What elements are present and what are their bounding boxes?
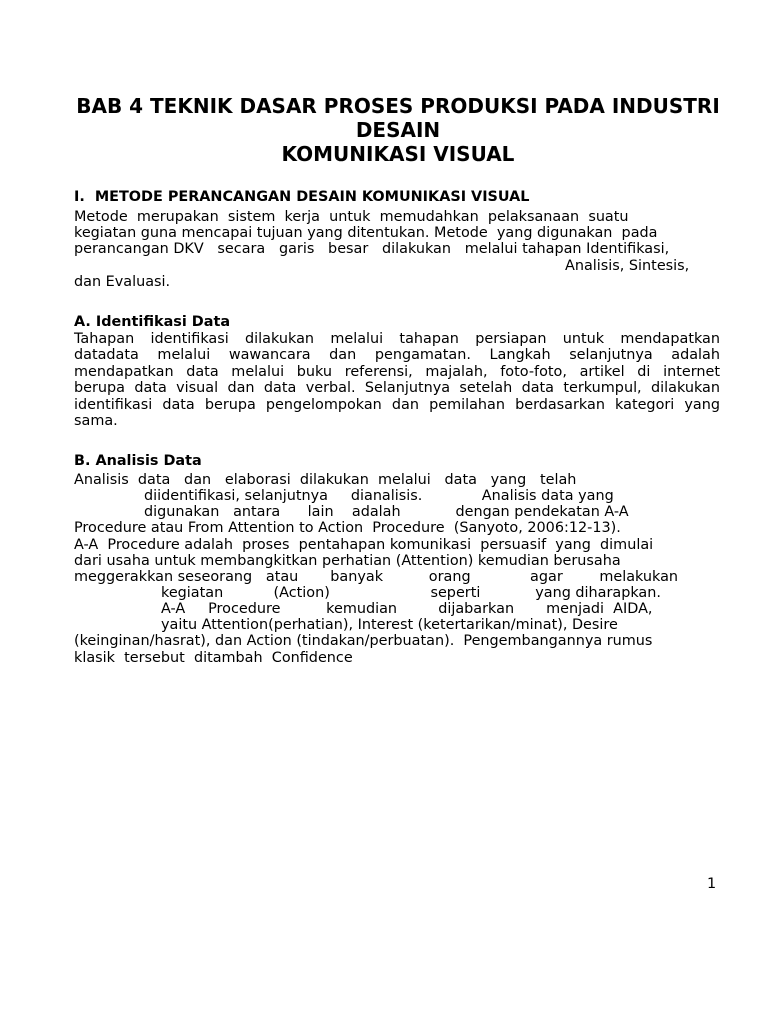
- subsection-a-line: datadata melalui wawancara dan pengamatan. Langkah selanjutnya adalah: [74, 347, 720, 363]
- section-1-line: Metode merupakan sistem kerja untuk memudahkan pelaksanaan suatu: [74, 209, 629, 225]
- subsection-a-line: identifikasi data berupa pengelompokan dan pemilahan berdasarkan kategori yang: [74, 397, 720, 413]
- page-title-line-3: KOMUNIKASI VISUAL: [281, 142, 515, 166]
- subsection-b-line: klasik tersebut ditambah Confidence: [74, 650, 353, 666]
- page-title-line-1: BAB 4 TEKNIK DASAR PROSES PRODUKSI PADA INDUSTRI: [76, 94, 720, 118]
- subsection-b-line: Procedure atau From Attention to Action Procedure (Sanyoto, 2006:12-13).: [74, 520, 621, 536]
- section-1-line: perancangan DKV secara garis besar dilakukan melalui tahapan Identifikasi,: [74, 241, 670, 257]
- subsection-b-line: meggerakkan seseorang atau banyak orang agar melakukan: [74, 569, 679, 585]
- section-1-line: dan Evaluasi.: [74, 274, 171, 290]
- subsection-b-line: kegiatan (Action) seperti yang diharapkan.: [161, 585, 661, 601]
- section-1-heading: I. METODE PERANCANGAN DESAIN KOMUNIKASI VISUAL: [74, 189, 530, 205]
- page-number: 1: [707, 876, 717, 892]
- subsection-a-heading: A. Identifikasi Data: [74, 314, 231, 330]
- subsection-b-line: Analisis data dan elaborasi dilakukan melalui data yang telah: [74, 472, 577, 488]
- subsection-b-line: diidentifikasi, selanjutnya dianalisis. Analisis data yang: [144, 488, 614, 504]
- section-1-line: Analisis, Sintesis,: [565, 258, 690, 274]
- subsection-b-line: dari usaha untuk membangkitkan perhatian (Attention) kemudian berusaha: [74, 553, 621, 569]
- subsection-b-line: A-A Procedure adalah proses pentahapan komunikasi persuasif yang dimulai: [74, 537, 654, 553]
- section-1-line: kegiatan guna mencapai tujuan yang ditentukan. Metode yang digunakan pada: [74, 225, 658, 241]
- subsection-b-line: A-A Procedure kemudian dijabarkan menjadi AIDA,: [161, 601, 653, 617]
- subsection-b-line: digunakan antara lain adalah dengan pendekatan A-A: [144, 504, 629, 520]
- subsection-b-heading: B. Analisis Data: [74, 453, 202, 469]
- subsection-b-line: yaitu Attention(perhatian), Interest (ketertarikan/minat), Desire: [161, 617, 618, 633]
- page-title-line-2: DESAIN: [355, 118, 441, 142]
- subsection-a-line: mendapatkan data melalui buku referensi, majalah, foto-foto, artikel di internet: [74, 364, 720, 380]
- subsection-a-line: Tahapan identifikasi dilakukan melalui tahapan persiapan untuk mendapatkan: [74, 331, 720, 347]
- subsection-a-line: sama.: [74, 413, 118, 429]
- subsection-b-line: (keinginan/hasrat), dan Action (tindakan/perbuatan). Pengembangannya rumus: [74, 633, 653, 649]
- subsection-a-line: berupa data visual dan data verbal. Selanjutnya setelah data terkumpul, dilakukan: [74, 380, 720, 396]
